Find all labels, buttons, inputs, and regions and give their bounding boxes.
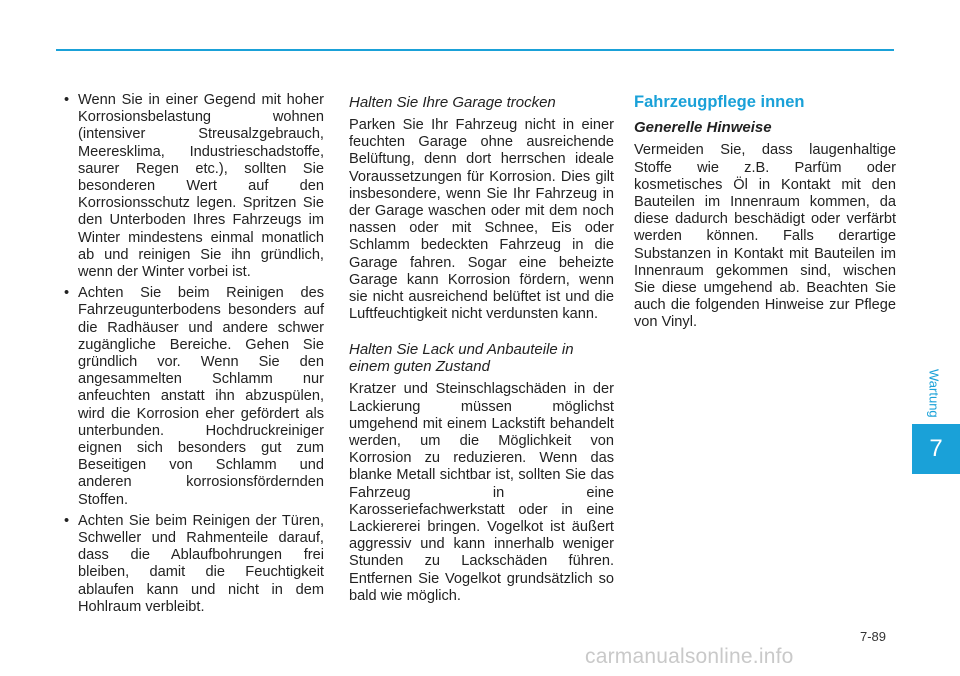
page-number: 7-89 bbox=[860, 629, 887, 644]
header-rule bbox=[56, 49, 894, 51]
garage-paragraph: Parken Sie Ihr Fahrzeug nicht in einer feuchten Garage ohne ausreichende Belüftung, denn dort herrschen ideale Voraussetzungen für Korrosion. Dies gilt insbesondere, wenn Sie Ihr Fahrzeug in der Garage waschen oder mit dem noch nassen oder mit Schnee, Eis oder Schlamm bedeckten Fahrzeug in die Garage fahren. Sogar eine beheizte Garage kann Korrosion fördern, wenn sie nicht ausreichend belüftet ist und die Luftfeuchtigkeit nicht verdunsten kann. bbox=[349, 117, 614, 323]
bullet-item: • Achten Sie beim Reinigen der Türen, Schweller und Rahmenteile darauf, dass die Ablaufbohrungen frei bleiben, damit die Feuchtigkeit ablaufen kann und nicht in dem Hohlraum verbleibt. bbox=[62, 513, 324, 616]
bullet-item: • Achten Sie beim Reinigen des Fahrzeugunterbodens besonders auf die Radhäuser und andere schwer zugängliche Bereiche. Gehen Sie gründlich vor. Wenn Sie den angesammelten Schlamm nur anfeuchten anstatt ihn abzuspülen, wird die Korrosion eher gefördert als unterbunden. Hochdruckreiniger eignen sich besonders gut zum Beseitigen von Schlamm und anderen korrosionsfördernden Stoffen. bbox=[62, 285, 324, 509]
chapter-number-tab: 7 bbox=[912, 424, 960, 474]
column-3 bbox=[634, 92, 896, 350]
garage-heading: Halten Sie Ihre Garage trocken bbox=[349, 94, 556, 111]
sub-title: Generelle Hinweise bbox=[634, 119, 772, 137]
chapter-label: Wartung bbox=[926, 368, 942, 418]
paint-paragraph: Kratzer und Steinschlagschäden in der Lackierung müssen möglichst umgehend mit einem Lackstift behandelt werden, um die Möglichkeit von Korrosion zu reduzieren. Wenn das blanke Metall sichtbar ist, sollten Sie das Fahrzeug in eine Karosseriefachwerkstatt oder in eine Lackiererei bringen. Vogelkot ist äußert aggressiv und kann innerhalb weniger Stunden zu Lackschäden führen. Entfernen Sie Vogelkot grundsätzlich so bald wie möglich. bbox=[349, 381, 614, 604]
watermark: carmanualsonline.info bbox=[585, 645, 794, 668]
section-title: Fahrzeugpflege innen bbox=[634, 93, 805, 111]
paint-heading: Halten Sie Lack und Anbauteile in einem guten Zustand bbox=[349, 341, 574, 376]
bullet-item: • Wenn Sie in einer Gegend mit hoher Korrosionsbelastung wohnen (intensiver Streusalzgebrauch, Meeresklima, Industrieschadstoffe, saurer Regen etc.), sollten Sie besonderen Wert auf den Korrosionsschutz legen. Spritzen Sie den Unterboden Ihres Fahrzeugs im Winter mindestens einmal monatlich ab und reinigen Sie ihn gründlich, wenn der Winter vorbei ist. bbox=[62, 92, 324, 281]
column-1 bbox=[62, 92, 324, 620]
column-2 bbox=[349, 92, 614, 623]
bullet-list bbox=[62, 92, 324, 616]
interior-care-paragraph: Vermeiden Sie, dass laugenhaltige Stoffe wie z.B. Parfüm oder kosmetisches Öl in Kontakt mit den Bauteilen im Innenraum kommen, da diese dadurch beschädigt oder verfärbt werden können. Falls derartige Substanzen in Kontakt mit Bauteilen im Innenraum gekommen sind, wischen Sie diese umgehend ab. Beachten Sie auch die folgenden Hinweise zur Pflege von Vinyl. bbox=[634, 142, 896, 331]
